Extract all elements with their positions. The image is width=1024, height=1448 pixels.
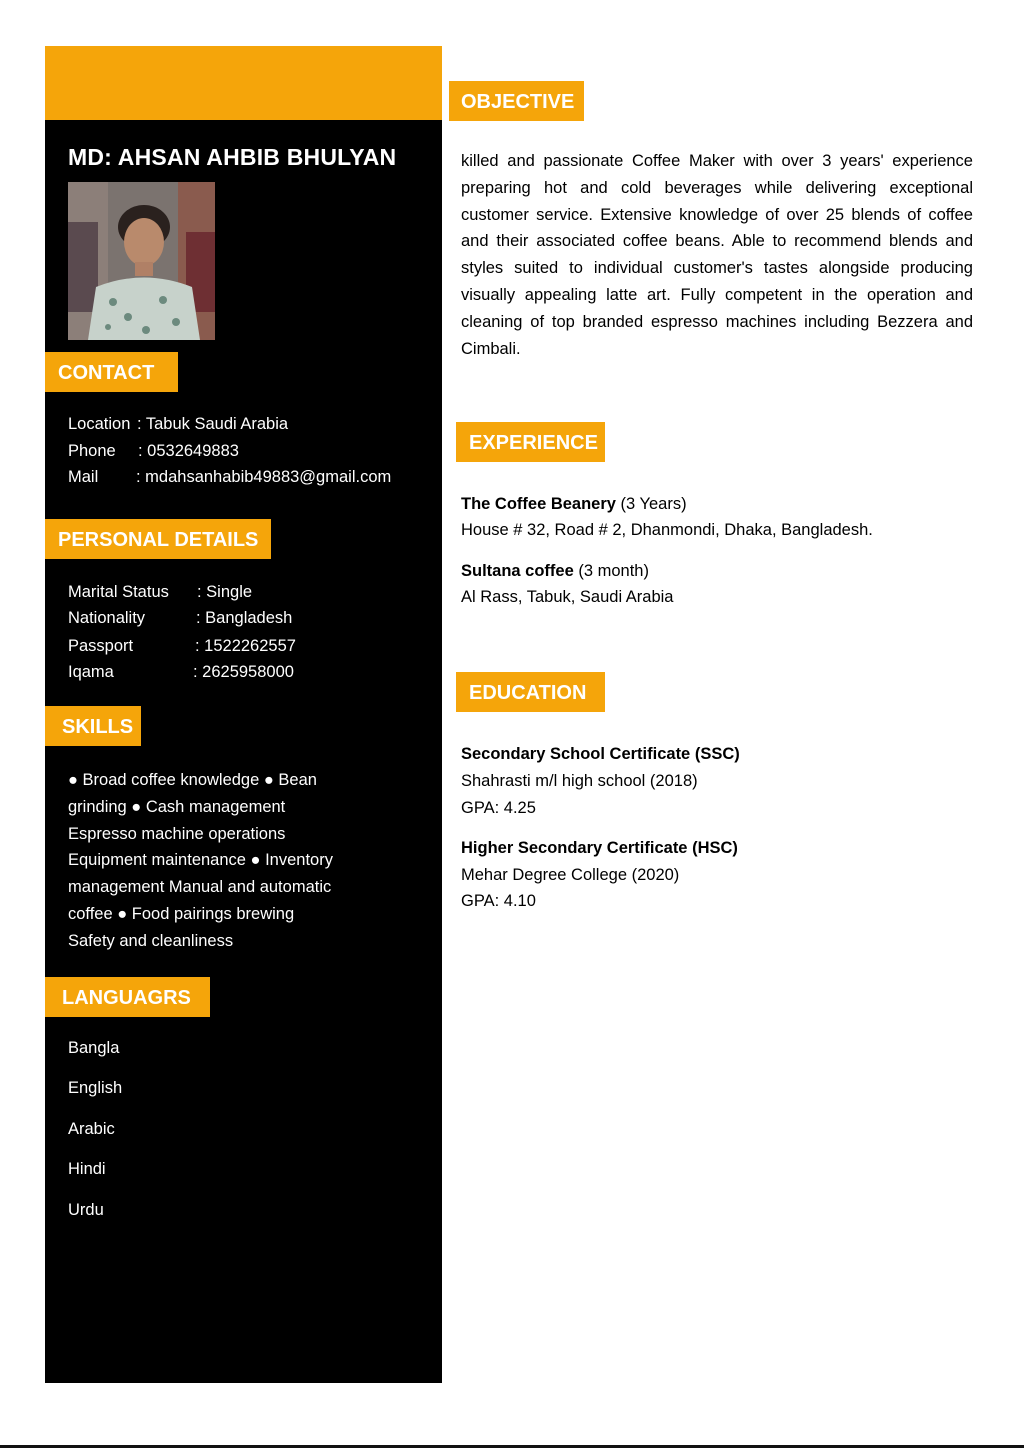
- profile-photo: [68, 182, 215, 340]
- candidate-name: MD: AHSAN AHBIB BHULYAN: [68, 144, 397, 170]
- marital-value: : Single: [197, 583, 253, 601]
- experience-heading: EXPERIENCE: [456, 422, 605, 462]
- education-institution: Shahrasti m/l high school (2018): [461, 772, 698, 790]
- skills-list: [68, 767, 373, 955]
- language-item: Arabic: [68, 1120, 115, 1138]
- skills-line: Espresso machine operations: [68, 824, 286, 843]
- contact-mail-value: : mdahsanhabib49883@gmail.com: [136, 468, 392, 486]
- contact-heading: CONTACT: [45, 352, 178, 392]
- skills-line: coffee ● Food pairings brewing: [68, 904, 295, 923]
- passport-value: : 1522262557: [195, 637, 296, 655]
- education-degree-text: Higher Secondary Certificate (HSC): [461, 839, 738, 857]
- skills-line: grinding ● Cash management: [68, 797, 286, 816]
- experience-item-title: [461, 561, 649, 581]
- experience-location: Al Rass, Tabuk, Saudi Arabia: [461, 588, 674, 606]
- language-item: Hindi: [68, 1160, 106, 1178]
- objective-heading: OBJECTIVE: [449, 81, 584, 121]
- contact-location-value: : Tabuk Saudi Arabia: [137, 415, 289, 433]
- iqama-label: Iqama: [68, 663, 114, 681]
- contact-mail-label: Mail: [68, 468, 99, 486]
- education-institution: Mehar Degree College (2020): [461, 866, 680, 884]
- languages-heading: LANGUAGRS: [45, 977, 210, 1017]
- passport-label: Passport: [68, 637, 134, 655]
- education-heading: EDUCATION: [456, 672, 605, 712]
- marital-label: Marital Status: [68, 583, 169, 601]
- education-gpa: GPA: 4.10: [461, 892, 536, 910]
- contact-phone-label: Phone: [68, 442, 116, 460]
- language-item: English: [68, 1079, 123, 1097]
- iqama-value: : 2625958000: [193, 663, 294, 681]
- language-item: Urdu: [68, 1201, 104, 1219]
- skills-line: management Manual and automatic: [68, 878, 332, 897]
- nationality-value: : Bangladesh: [196, 609, 293, 627]
- education-degree-text: Secondary School Certificate (SSC): [461, 745, 740, 763]
- contact-phone-value: : 0532649883: [138, 442, 239, 460]
- language-item: Bangla: [68, 1039, 120, 1057]
- education-degree: [461, 838, 738, 858]
- personal-details-heading: PERSONAL DETAILS: [45, 519, 271, 559]
- nationality-label: Nationality: [68, 609, 146, 627]
- skills-heading: SKILLS: [45, 706, 141, 746]
- skills-line: Safety and cleanliness: [68, 931, 234, 950]
- experience-duration: (3 month): [573, 562, 649, 580]
- education-gpa: GPA: 4.25: [461, 799, 536, 817]
- experience-duration: (3 Years): [615, 495, 687, 513]
- skills-line: Equipment maintenance ● Inventory: [68, 851, 333, 870]
- education-degree: [461, 744, 740, 764]
- sidebar-accent-bar: [45, 46, 442, 120]
- skills-line: ● Broad coffee knowledge ● Bean: [68, 771, 317, 789]
- contact-location-label: Location: [68, 415, 131, 433]
- experience-item-title: [461, 494, 687, 514]
- objective-text: killed and passionate Coffee Maker with over 3 years' experience preparing hot and cold beverages while delivering exceptional customer service. Extensive knowledge of over 25 blends of coffee and their associated coffee beans. Able to recommend blends and styles suited to individual customer's tastes alongside producing visually appealing latte art. Fully competent in the operation and cleaning of top branded espresso machines including Bezzera and Cimbali.: [461, 152, 973, 358]
- experience-company: The Coffee Beanery: [461, 495, 616, 513]
- experience-location: House # 32, Road # 2, Dhanmondi, Dhaka, Bangladesh.: [461, 521, 873, 539]
- experience-company: Sultana coffee: [461, 562, 574, 580]
